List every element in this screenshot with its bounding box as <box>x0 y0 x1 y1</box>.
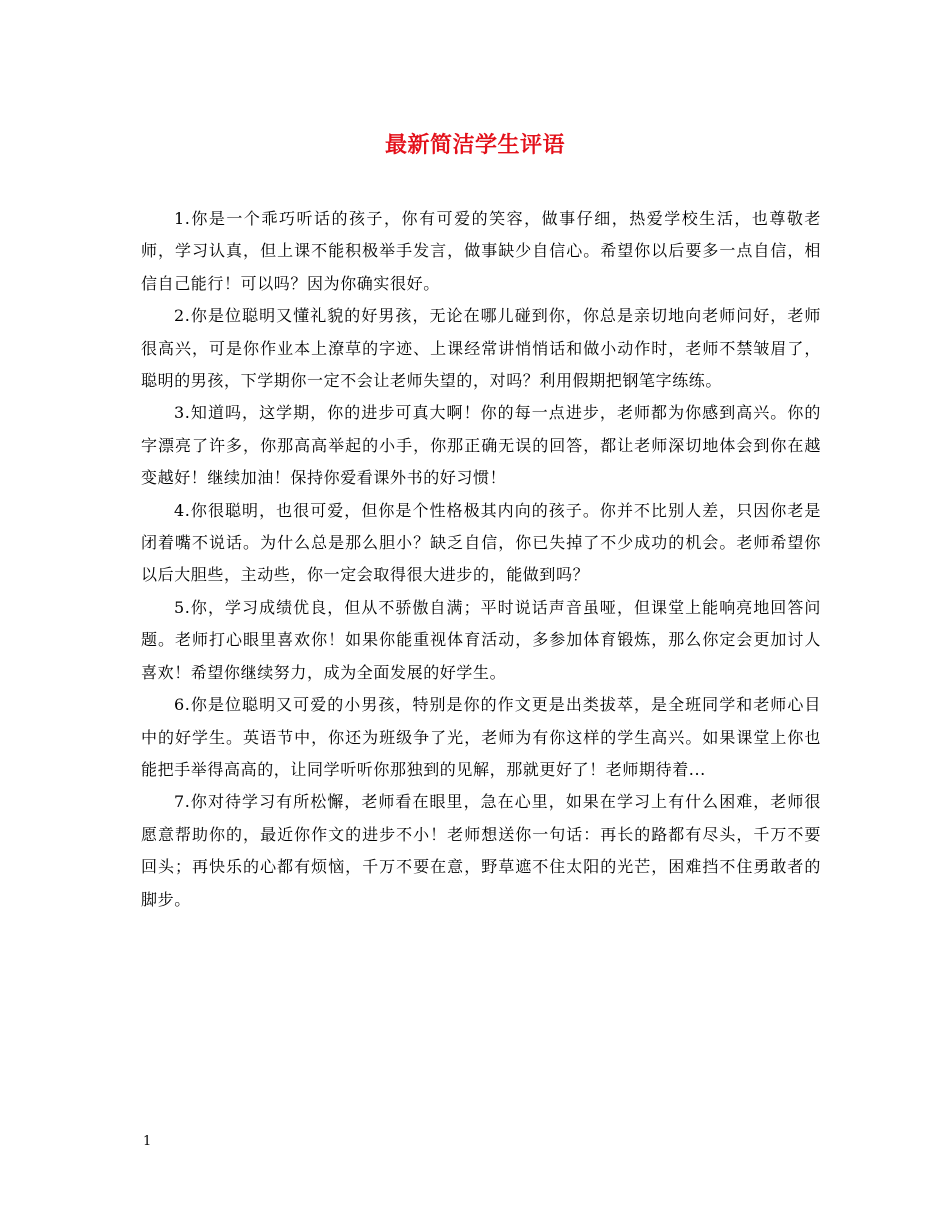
comment-paragraph-6: 6.你是位聪明又可爱的小男孩，特别是你的作文更是出类拔萃，是全班同学和老师心目中的好学生。英语节中，你还为班级争了光，老师为有你这样的学生高兴。如果课堂上你也能把手举得高高的，让同学听听你那独到的见解，那就更好了！老师期待着... <box>141 695 821 779</box>
page-number: 1 <box>143 1134 152 1149</box>
document-title: 最新简洁学生评语 <box>384 133 565 158</box>
comment-paragraph-2: 2.你是位聪明又懂礼貌的好男孩，无论在哪儿碰到你，你总是亲切地向老师问好，老师很高兴，可是你作业本上潦草的字迹、上课经常讲悄悄话和做小动作时，老师不禁皱眉了，聪明的男孩，下学期你一定不会让老师失望的，对吗？利用假期把钢笔字练练。 <box>141 306 821 391</box>
comment-paragraph-5: 5.你，学习成绩优良，但从不骄傲自满；平时说话声音虽哑，但课堂上能响亮地回答问题。老师打心眼里喜欢你！如果你能重视体育活动，多参加体育锻炼，那么你定会更加讨人喜欢！希望你继续努力，成为全面发展的好学生。 <box>141 597 821 682</box>
comment-paragraph-7: 7.你对待学习有所松懈，老师看在眼里，急在心里，如果在学习上有什么困难，老师很愿意帮助你的，最近你作文的进步不小！老师想送你一句话：再长的路都有尽头，千万不要回头；再快乐的心都有烦恼，千万不要在意，野草遮不住太阳的光芒，困难挡不住勇敢者的脚步。 <box>141 792 821 909</box>
comment-paragraph-4: 4.你很聪明，也很可爱，但你是个性格极其内向的孩子。你并不比别人差，只因你老是闭着嘴不说话。为什么总是那么胆小？缺乏自信，你已失掉了不少成功的机会。老师希望你以后大胆些，主动些，你一定会取得很大进步的，能做到吗？ <box>141 500 821 585</box>
comment-paragraph-1: 1.你是一个乖巧听话的孩子，你有可爱的笑容，做事仔细，热爱学校生活，也尊敬老师，学习认真，但上课不能积极举手发言，做事缺少自信心。希望你以后要多一点自信，相信自己能行！可以吗？因为你确实很好。 <box>141 209 821 293</box>
comment-paragraph-3: 3.知道吗，这学期，你的进步可真大啊！你的每一点进步，老师都为你感到高兴。你的字漂亮了许多，你那高高举起的小手，你那正确无误的回答，都让老师深切地体会到你在越变越好！继续加油！保持你爱看课外书的好习惯！ <box>141 403 821 488</box>
document-body <box>141 203 821 916</box>
